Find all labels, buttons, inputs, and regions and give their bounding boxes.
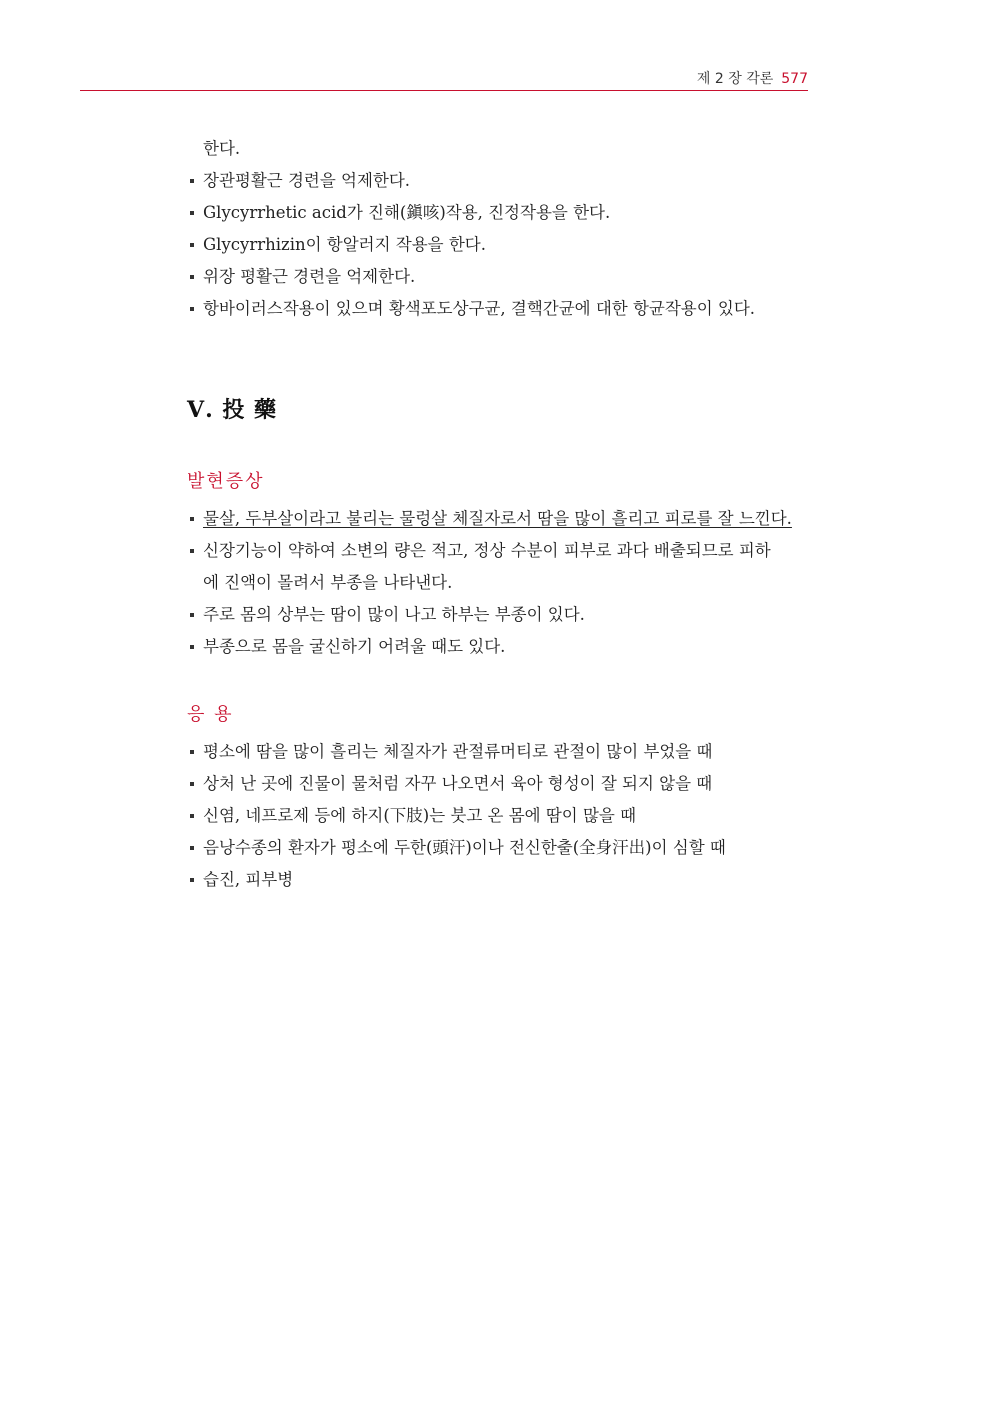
list-item xyxy=(187,503,812,535)
list-item: 음낭수종의 환자가 평소에 두한(頭汗)이나 전신한출(全身汗出)이 심할 때 xyxy=(187,832,812,864)
list-item: 신염, 네프로제 등에 하지(下肢)는 붓고 온 몸에 땀이 많을 때 xyxy=(187,800,812,832)
page-number: 577 xyxy=(781,71,808,87)
list-item: 주로 몸의 상부는 땀이 많이 나고 하부는 부종이 있다. xyxy=(187,599,812,631)
symptoms-list xyxy=(187,503,812,567)
symptoms-title: 발현증상 xyxy=(187,471,265,492)
list-item: 장관평활근 경련을 억제한다. xyxy=(187,165,812,197)
list-item: 항바이러스작용이 있으며 황색포도상구균, 결핵간균에 대한 항균작용이 있다. xyxy=(187,293,812,325)
symptoms-list-cont xyxy=(187,599,812,663)
underlined-text: 물살, 두부살이라고 불리는 물렁살 체질자로서 땀을 많이 흘리고 피로를 잘 느낀다. xyxy=(203,509,792,528)
symptoms-section xyxy=(187,503,812,663)
list-item: Glycyrrhetic acid가 진해(鎭咳)작용, 진정작용을 한다. xyxy=(187,197,812,229)
intro-list xyxy=(187,165,812,325)
continued-text: 에 진액이 몰려서 부종을 나타낸다. xyxy=(203,573,453,592)
continued-text: 한다. xyxy=(203,139,241,158)
chapter-title: Ⅴ. 投 藥 xyxy=(187,397,278,423)
application-section xyxy=(187,736,812,896)
application-title: 응 용 xyxy=(187,704,234,725)
list-item: 부종으로 몸을 굴신하기 어려울 때도 있다. xyxy=(187,631,812,663)
application-list xyxy=(187,736,812,896)
list-item: 평소에 땀을 많이 흘리는 체질자가 관절류머티로 관절이 많이 부었을 때 xyxy=(187,736,812,768)
list-item: Glycyrrhizin이 항알러지 작용을 한다. xyxy=(187,229,812,261)
running-head xyxy=(697,68,808,88)
chapter-label: 제 2 장 각론 xyxy=(696,71,774,87)
list-item: 습진, 피부병 xyxy=(187,864,812,896)
page-header xyxy=(80,64,808,91)
list-item: 신장기능이 약하여 소변의 량은 적고, 정상 수분이 피부로 과다 배출되므로 피하 xyxy=(187,535,812,567)
list-item: 상처 난 곳에 진물이 물처럼 자꾸 나오면서 육아 형성이 잘 되지 않을 때 xyxy=(187,768,812,800)
intro-section xyxy=(187,133,812,325)
list-item: 위장 평활근 경련을 억제한다. xyxy=(187,261,812,293)
